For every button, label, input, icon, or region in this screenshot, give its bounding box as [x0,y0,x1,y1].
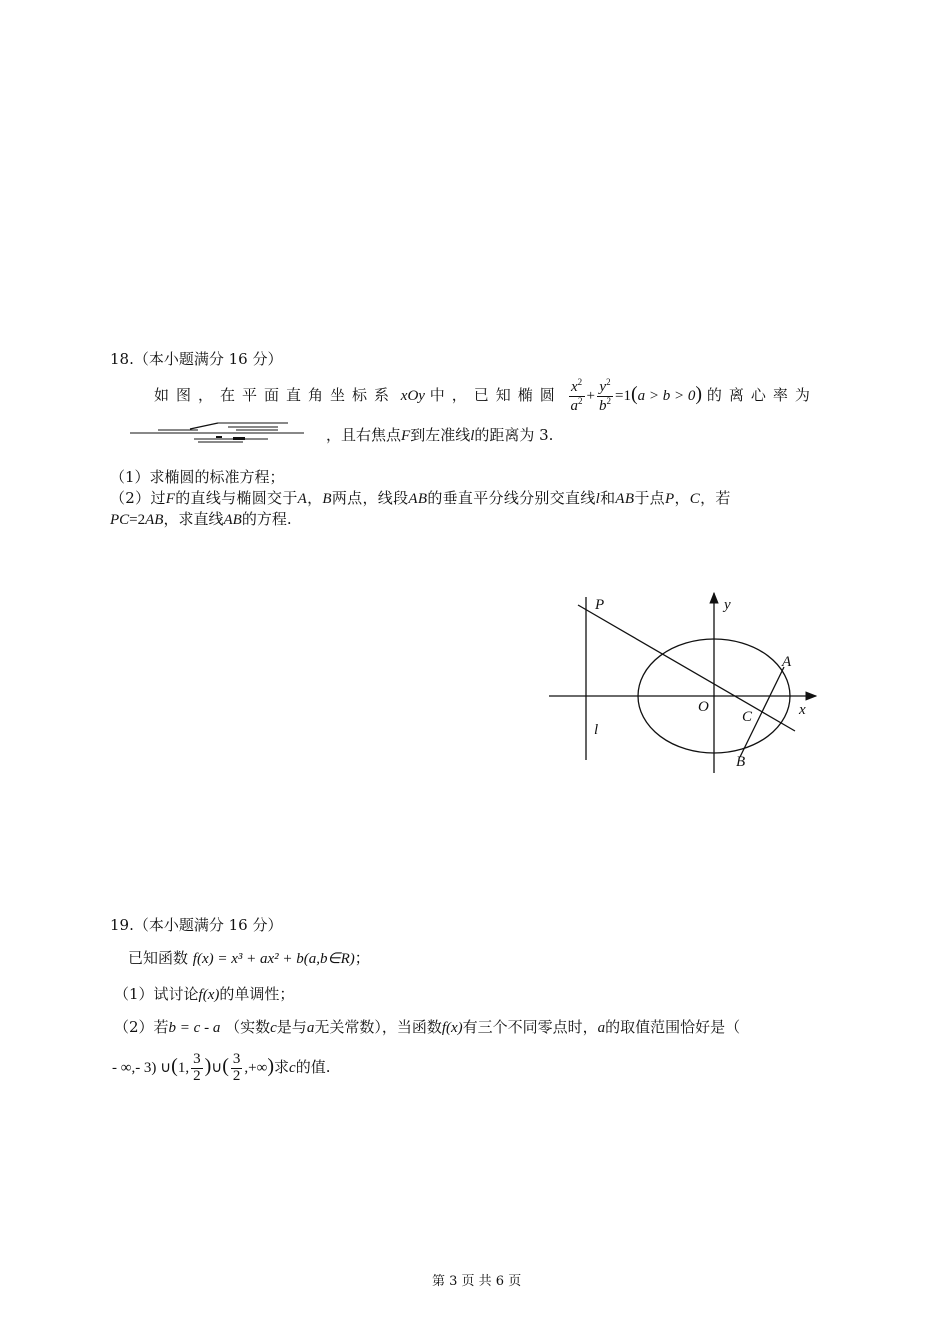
label-A: A [782,654,792,670]
q19-part2-line1: （2）若b = c - a （实数c是与a无关常数），当函数f(x)有三个不同零点时，a的取值范围恰好是（ [114,1018,741,1036]
q18-tail1: 的离心率为 [706,386,817,404]
q19-given: 已知函数 f(x) = x³ + ax² + b(a,b∈R)； [128,949,370,967]
label-P: P [595,597,605,613]
garbled-fraction-image [128,418,308,444]
label-O: O [698,699,709,715]
q18-xoy: xOy [400,388,425,404]
q18-line1: 如图，在平面直角坐标系 xOy 中，已知椭圆 $\frac{x^2}{a^2}$ + $\frac{y^2}{b^2}$ =1(a > b > 0) 的离心率为 [154,376,817,414]
q19-part2-line2: - ∞,- 3) ∪(1, $\frac{3}{2}$ )∪( $\frac{3}{2}$ ,+∞)求c的值. [112,1050,331,1084]
eq-y-frac: $\frac{y^2}{b^2}$ [599,376,611,414]
q18-part1: （1）求椭圆的标准方程； [110,468,285,486]
q18-heading: 18.（本小题满分 16 分） [110,350,283,368]
label-y: y [724,597,731,613]
q18-intro: 如图，在平面直角坐标系 [154,386,397,404]
ellipse-figure [540,585,830,780]
eq-rhs: =1 [615,388,631,404]
label-l: l [594,722,599,738]
eq-cond: a > b > 0 [637,388,696,404]
page-footer: 第 3 页 共 6 页 [432,1274,522,1289]
q18-mid: 中，已知椭圆 [429,386,562,404]
label-C: C [742,709,753,725]
q18-part2-line2: PC=2AB，求直线AB的方程. [110,510,292,528]
label-x: x [799,702,806,718]
eq-x-frac: $\frac{x^2}{a^2}$ [570,376,583,414]
q18-line2: ，且右焦点F到左准线l的距离为 3. [326,426,554,444]
q19-heading: 19.（本小题满分 16 分） [110,916,283,934]
q18-part2-line1: （2）过F的直线与椭圆交于A，B两点，线段AB的垂直平分线分别交直线l和AB于点P，C，若 [110,489,731,507]
q19-function: f(x) = x³ + ax² + b(a,b∈R) [192,951,355,967]
q19-part1: （1）试讨论f(x)的单调性； [114,985,295,1003]
label-B: B [736,754,746,770]
